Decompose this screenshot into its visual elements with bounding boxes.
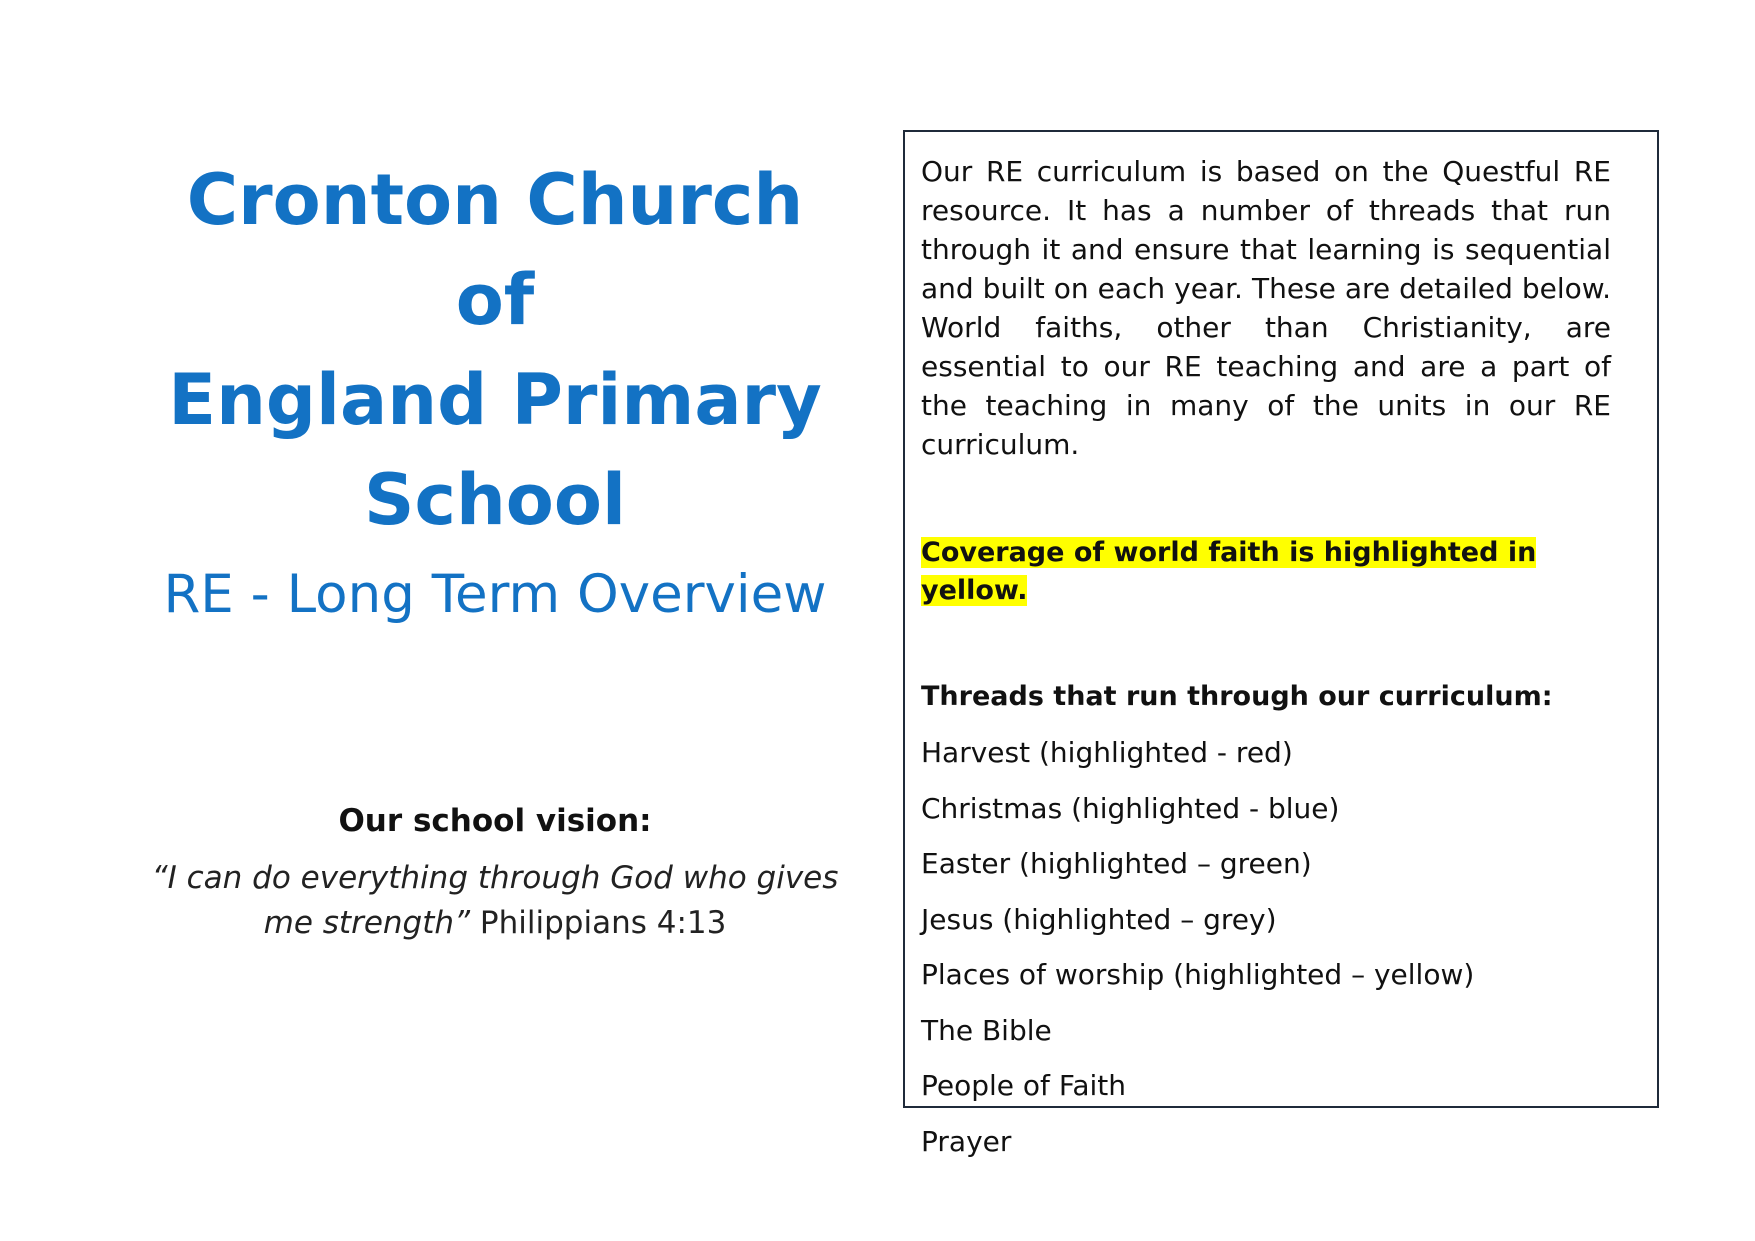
school-title-line-3: School — [364, 459, 626, 541]
vision-heading: Our school vision: — [338, 803, 652, 839]
world-faith-highlight: Coverage of world faith is highlighted in yellow. — [921, 537, 1537, 606]
vision-quote-open: “ — [151, 860, 168, 896]
vision-quote-text: I can do everything through God who gives me strength — [167, 860, 839, 941]
thread-item: Christmas (highlighted - blue) — [921, 791, 1340, 825]
threads-heading: Threads that run through our curriculum: — [921, 681, 1553, 712]
thread-item: People of Faith — [921, 1069, 1127, 1102]
threads-list — [921, 734, 1611, 1161]
school-title-line-1: Cronton Church of — [186, 159, 804, 341]
thread-item: Places of worship (highlighted – yellow) — [921, 958, 1475, 991]
school-vision — [140, 800, 850, 946]
school-title-line-2: England Primary — [168, 359, 822, 441]
vision-quote-close: ” — [454, 905, 471, 941]
thread-item: Harvest (highlighted - red) — [921, 736, 1293, 769]
curriculum-info-box — [903, 130, 1659, 1158]
thread-item: The Bible — [921, 1013, 1052, 1047]
school-title — [140, 150, 850, 550]
document-subtitle: RE - Long Term Overview — [163, 564, 827, 625]
school-title-block — [140, 150, 850, 550]
curriculum-intro: Our RE curriculum is based on the Questful RE resource. It has a number of threads that run through it and ensure that learning is sequential and built on each year. These are detailed below. World faiths, other than Christianity, are essential to our RE teaching and are a part of the teaching in many of the units in our RE curriculum. — [921, 155, 1611, 461]
thread-item: Easter (highlighted – green) — [921, 847, 1312, 880]
world-faith-note — [921, 534, 1611, 610]
thread-item: Jesus (highlighted – grey) — [921, 902, 1277, 936]
vision-reference: Philippians 4:13 — [470, 905, 727, 941]
thread-item: Prayer — [921, 1124, 1012, 1158]
vision-quote — [140, 856, 850, 946]
